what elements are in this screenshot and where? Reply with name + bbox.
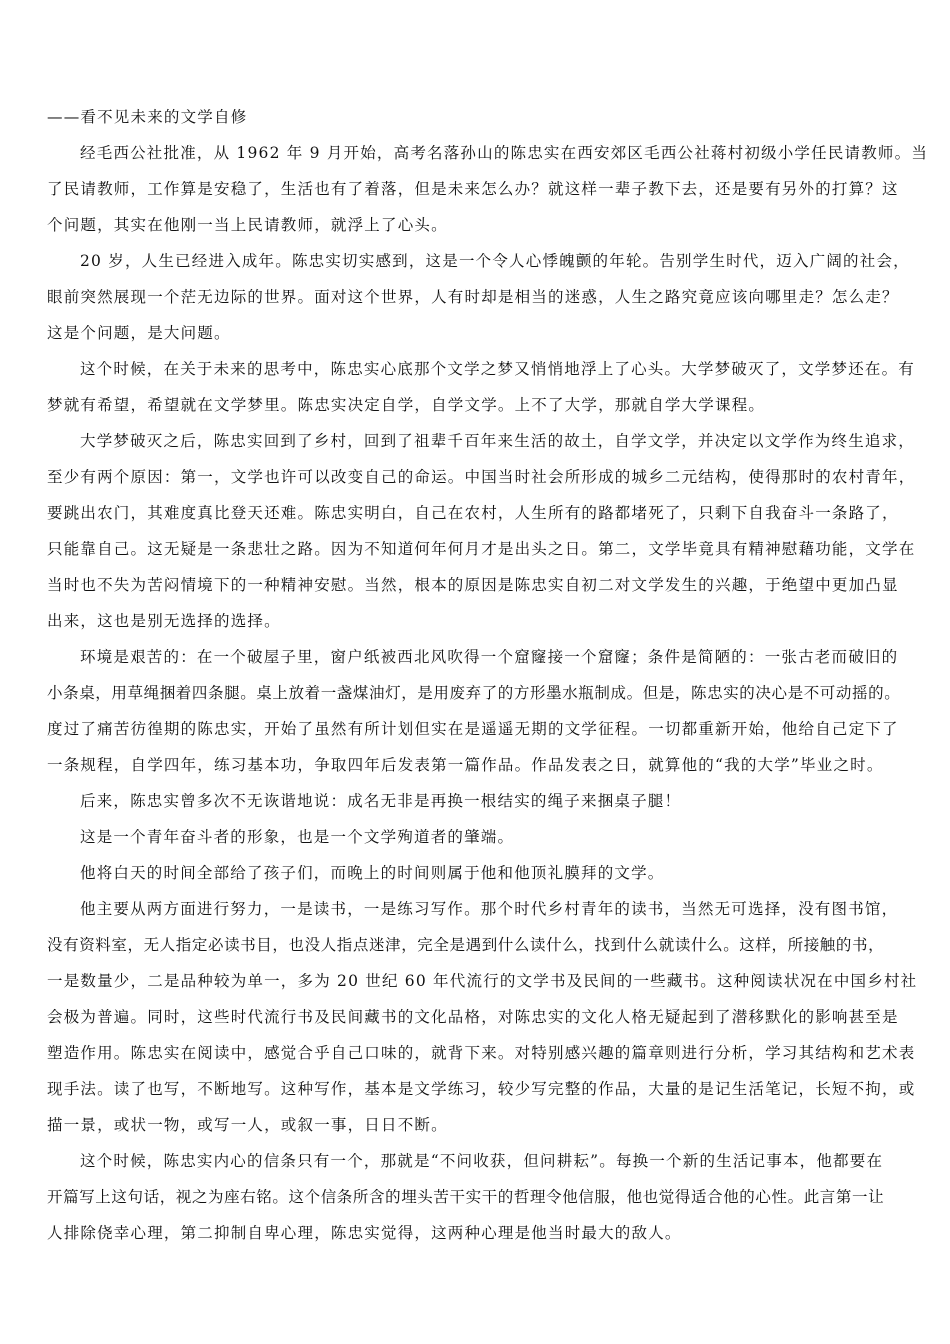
text-line: 他将白天的时间全部给了孩子们，而晚上的时间则属于他和他顶礼膜拜的文学。 (80, 864, 665, 882)
text-line: 出来，这也是别无选择的选择。 (47, 612, 281, 630)
text-line: 开篇写上这句话，视之为座右铭。这个信条所含的埋头苦干实干的哲理令他信服，他也觉得适合他的心性。此言第一让 (47, 1188, 885, 1206)
text-line: 他主要从两方面进行努力，一是读书，一是练习写作。那个时代乡村青年的读书，当然无可选择，没有图书馆， (80, 900, 899, 918)
paragraph-9 (47, 891, 927, 1143)
paragraph-4 (47, 423, 927, 639)
text-line: 至少有两个原因：第一，文学也许可以改变自己的命运。中国当时社会所形成的城乡二元结构，使得那时的农村青年， (47, 468, 916, 486)
text-line: 环境是艰苦的：在一个破屋子里，窗户纸被西北风吹得一个窟窿接一个窟窿；条件是简陋的：一张古老而破旧的 (80, 648, 899, 666)
text-line: 要跳出农门，其难度真比登天还难。陈忠实明白，自己在农村，人生所有的路都堵死了，只剩下自我奋斗一条路了， (47, 504, 899, 522)
text-line: 大学梦破灭之后，陈忠实回到了乡村，回到了祖辈千百年来生活的故土，自学文学，并决定以文学作为终生追求， (80, 432, 916, 450)
paragraph-2 (47, 243, 927, 351)
text-line: 描一景，或状一物，或写一人，或叙一事，日日不断。 (47, 1116, 448, 1134)
text-line: 当时也不失为苦闷情境下的一种精神安慰。当然，根本的原因是陈忠实自初二对文学发生的兴趣，于绝望中更加凸显 (47, 576, 899, 594)
text-line: 一是数量少，二是品种较为单一，多为 20 世纪 60 年代流行的文学书及民间的一些藏书。这种阅读状况在中国乡村社 (47, 972, 918, 990)
text-line: 小条桌，用草绳捆着四条腿。桌上放着一盏煤油灯，是用废弃了的方形墨水瓶制成。但是，陈忠实的决心是不可动摇的。 (47, 684, 901, 702)
paragraph-8 (47, 855, 927, 891)
text-line: 这个时候，在关于未来的思考中，陈忠实心底那个文学之梦又悄悄地浮上了心头。大学梦破灭了，文学梦还在。有 (80, 360, 916, 378)
text-line: 这是一个青年奋斗者的形象，也是一个文学殉道者的肇端。 (80, 828, 515, 846)
text-line: 这是个问题，是大问题。 (47, 324, 231, 342)
text-line: 度过了痛苦彷徨期的陈忠实，开始了虽然有所计划但实在是遥遥无期的文学征程。一切都重新开始，他给自己定下了 (47, 720, 899, 738)
text-line: 现手法。读了也写，不断地写。这种写作，基本是文学练习，较少写完整的作品，大量的是记生活笔记，长短不拘，或 (47, 1080, 916, 1098)
document-page (47, 99, 927, 1251)
paragraph-1 (47, 135, 927, 243)
paragraph-3 (47, 351, 927, 423)
document-subtitle: ——看不见未来的文学自修 (47, 108, 248, 126)
text-line: 会极为普遍。同时，这些时代流行书及民间藏书的文化品格，对陈忠实的文化人格无疑起到了潜移默化的影响甚至是 (47, 1008, 899, 1026)
text-line: 塑造作用。陈忠实在阅读中，感觉合乎自己口味的，就背下来。对特别感兴趣的篇章则进行分析，学习其结构和艺术表 (47, 1044, 916, 1062)
text-line: 一条规程，自学四年，练习基本功，争取四年后发表第一篇作品。作品发表之日，就算他的“我的大学”毕业之时。 (47, 756, 884, 774)
text-line: 人排除侥幸心理，第二抑制自卑心理，陈忠实觉得，这两种心理是他当时最大的敌人。 (47, 1224, 682, 1242)
text-line: 后来，陈忠实曾多次不无诙谐地说：成名无非是再换一根结实的绳子来捆桌子腿！ (80, 792, 682, 810)
paragraph-7 (47, 819, 927, 855)
text-line: 经毛西公社批准，从 1962 年 9 月开始，高考名落孙山的陈忠实在西安郊区毛西公社蒋村初级小学任民请教师。当 (80, 144, 929, 162)
text-line: 了民请教师，工作算是安稳了，生活也有了着落，但是未来怎么办？就这样一辈子教下去，还是要有另外的打算？这 (47, 180, 899, 198)
text-line: 梦就有希望，希望就在文学梦里。陈忠实决定自学，自学文学。上不了大学，那就自学大学课程。 (47, 396, 766, 414)
text-line: 个问题，其实在他刚一当上民请教师，就浮上了心头。 (47, 216, 448, 234)
text-line: 没有资料室，无人指定必读书目，也没人指点迷津，完全是遇到什么读什么，找到什么就读什么。这样，所接触的书， (47, 936, 885, 954)
text-line: 这个时候，陈忠实内心的信条只有一个，那就是“不问收获，但问耕耘”。每换一个新的生活记事本，他都要在 (80, 1152, 884, 1170)
paragraph-5 (47, 639, 927, 783)
text-line: 只能靠自己。这无疑是一条悲壮之路。因为不知道何年何月才是出头之日。第二，文学毕竟具有精神慰藉功能，文学在 (47, 540, 916, 558)
paragraph-10 (47, 1143, 927, 1251)
text-line: 眼前突然展现一个茫无边际的世界。面对这个世界，人有时却是相当的迷惑，人生之路究竟应该向哪里走？怎么走？ (47, 288, 899, 306)
paragraph-6 (47, 783, 927, 819)
text-line: 20 岁，人生已经进入成年。陈忠实切实感到，这是一个令人心悸魄颤的年轮。告别学生时代，迈入广阔的社会， (80, 252, 910, 270)
